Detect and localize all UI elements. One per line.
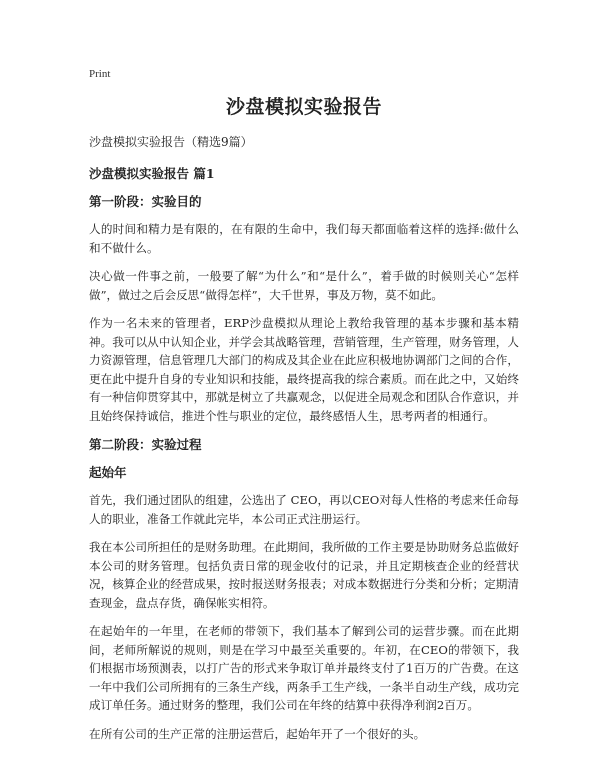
year-heading: 起始年: [89, 465, 127, 480]
document-title: 沙盘模拟实验报告: [225, 96, 382, 118]
stage2-heading: 第二阶段：实验过程: [89, 437, 202, 452]
stage1-paragraph-2: 决心做一件事之前，一般要了解“为什么”和“是什么”，着手做的时候则关心“怎样做”，做过之后会反思“做得怎样”，大千世界，事及万物，莫不如此。: [89, 269, 519, 302]
stage2-paragraph-1: 首先，我们通过团队的组建，公选出了 CEO，再以CEO对每人性格的考虑来任命每人的职业，准备工作就此完毕，本公司正式注册运行。: [89, 493, 519, 526]
stage1-heading: 第一阶段：实验目的: [89, 194, 202, 209]
stage2-paragraph-4: 在所有公司的生产正常的注册运营后，起始年开了一个很好的头。: [89, 726, 426, 741]
stage2-paragraph-2: 我在本公司所担任的是财务助理。在此期间，我所做的工作主要是协助财务总监做好本公司的财务管理。包括负责日常的现金收付的记录，并且定期核查企业的经营状况，核算企业的经营成果，按时报送财务报表；对成本数据进行分类和分析；定期清查现金，盘点存货，确保帐实相符。: [89, 540, 519, 610]
document-page: [89, 68, 519, 753]
stage1-paragraph-3: 作为一名未来的管理者，ERP沙盘模拟从理论上教给我管理的基本步骤和基本精神。我可以从中认知企业，并学会其战略管理，营销管理，生产管理，财务管理，人力资源管理，信息管理几大部门的构成及其企业在此应积极地协调部门之间的合作，更在此中提升自身的专业知识和技能，最终提高我的综合素质。而在此之中，又始终有一种信仰贯穿其中，那就是树立了共赢观念，以促进全局观念和团队合作意识，并且始终保持诚信，推进个性与职业的定位，最终感悟人生，思考两者的相通行。: [89, 316, 519, 423]
part-heading: 沙盘模拟实验报告 篇1: [89, 166, 215, 181]
print-link[interactable]: Print: [89, 68, 111, 80]
stage1-paragraph-1: 人的时间和精力是有限的，在有限的生命中，我们每天都面临着这样的选择:做什么和不做什么。: [89, 222, 519, 255]
stage2-paragraph-3: 在起始年的一年里，在老师的带领下，我们基本了解到公司的运营步骤。而在此期间，老师所解说的规则，则是在学习中最至关重要的。年初，在CEO的带领下，我们根据市场预测表，以打广告的形式来争取订单并最终支付了1百万的广告费。在这一年中我们公司所拥有的三条生产线，两条手工生产线，一条半自动生产线，成功完成订单任务。通过财务的整理，我们公司在年终的结算中获得净利润2百万。: [89, 624, 519, 712]
document-subtitle: 沙盘模拟实验报告（精选9篇）: [89, 135, 253, 149]
